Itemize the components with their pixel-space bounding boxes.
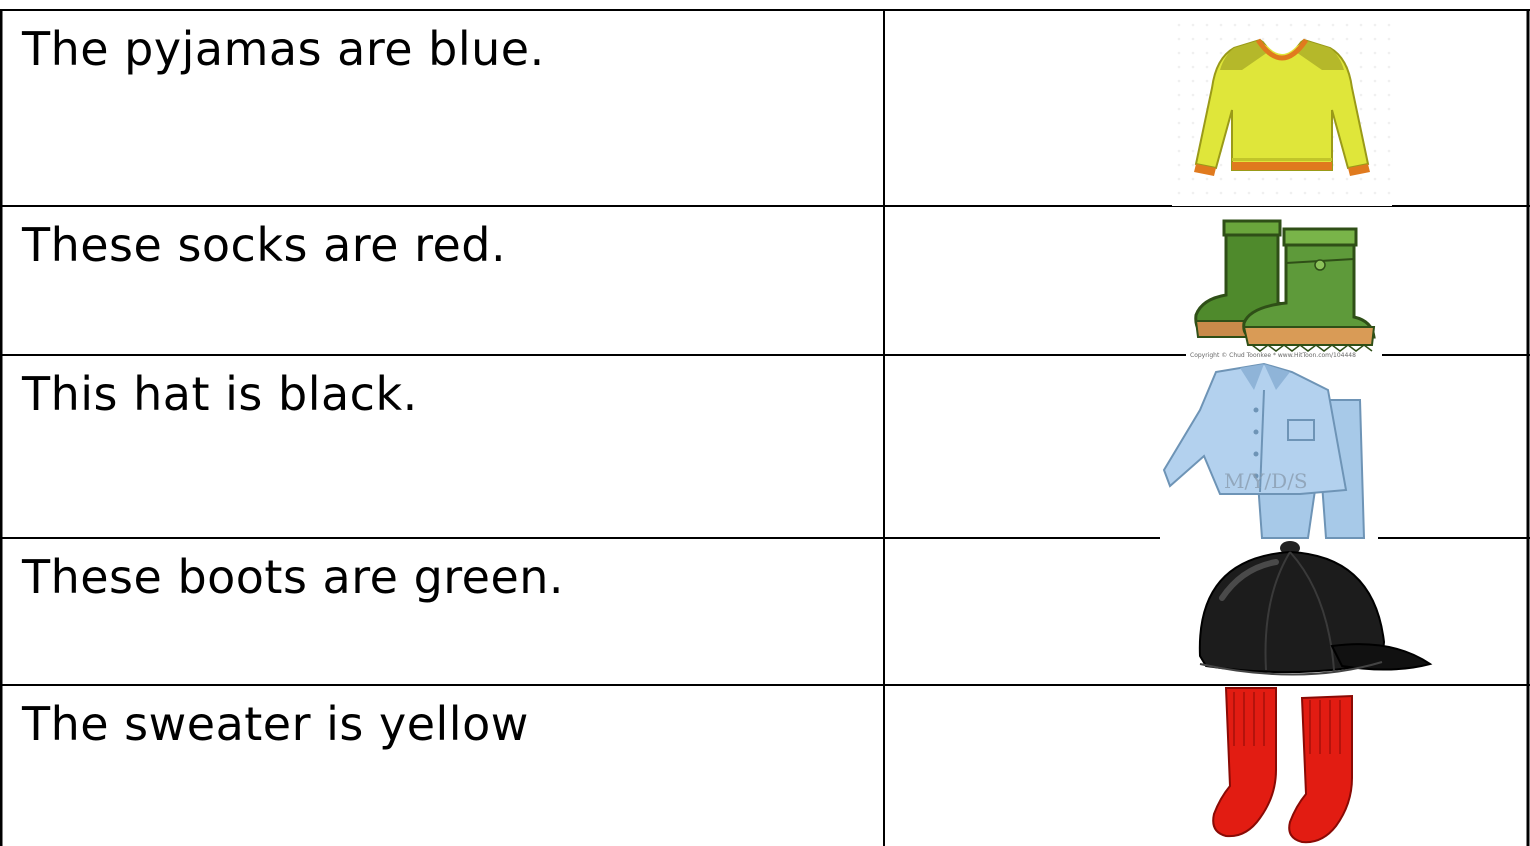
sentence-text: This hat is black.	[22, 367, 418, 421]
sentence-text: These boots are green.	[22, 550, 565, 604]
green-boots-icon	[1186, 207, 1382, 359]
black-cap-icon	[1192, 538, 1434, 688]
yellow-sweater-icon	[1172, 18, 1392, 206]
sentence-text: These socks are red.	[22, 218, 507, 272]
sentence-text: The pyjamas are blue.	[22, 22, 545, 76]
pyjamas-watermark: M/Y/D/S	[1224, 469, 1308, 493]
blue-pyjamas-icon	[1160, 360, 1378, 542]
boots-copyright: Copyright © Chud Toonkee * www.HitToon.com/104448	[1190, 352, 1356, 359]
sentence-text: The sweater is yellow	[22, 697, 529, 751]
red-socks-icon	[1206, 686, 1376, 846]
